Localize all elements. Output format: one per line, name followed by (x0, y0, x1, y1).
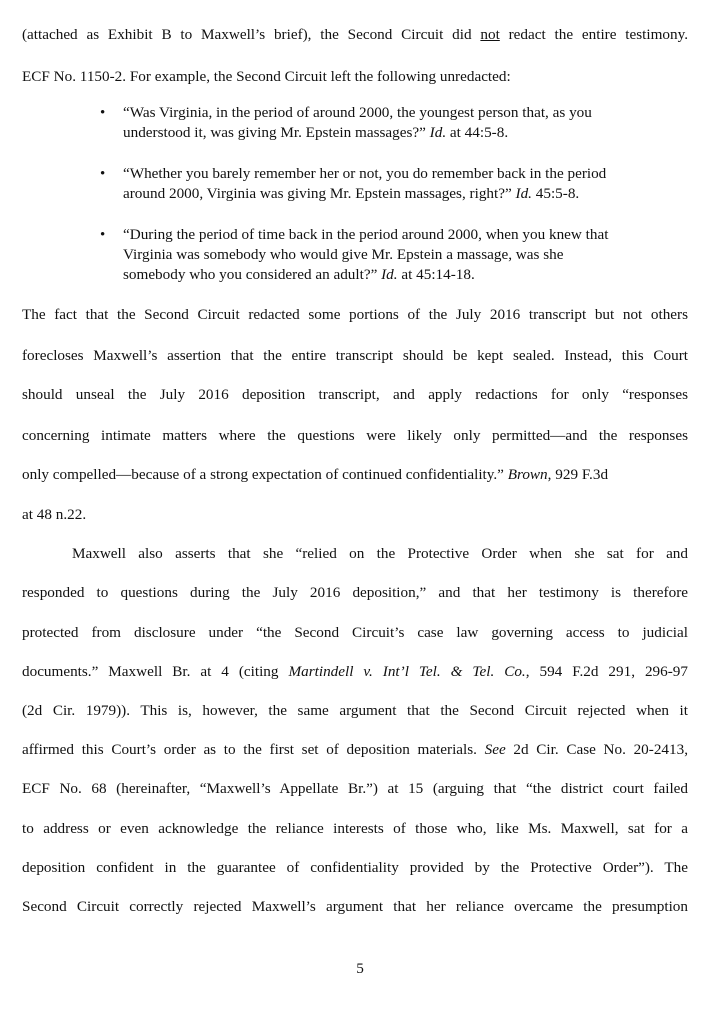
paragraph-line: ECF No. 68 (hereinafter, “Maxwell’s Appellate Br.”) at 15 (arguing that “the district court failed (22, 780, 688, 797)
paragraph-line: affirmed this Court’s order as to the first set of deposition materials. See 2d Cir. Case No. 20-2413, (22, 741, 688, 758)
paragraph-line: only compelled—because of a strong expectation of continued confidentiality.” Brown, 929 F.3d (22, 466, 609, 483)
text-line: (attached as Exhibit B to Maxwell’s brief), the Second Circuit did not redact the entire testimony. (22, 26, 688, 43)
bullet-icon: • (100, 166, 106, 182)
paragraph-line: concerning intimate matters where the questions were likely only permitted—and the responses (22, 427, 688, 444)
paragraph-line: Maxwell also asserts that she “relied on the Protective Order when she sat for and (72, 545, 688, 562)
text-line: ECF No. 1150-2. For example, the Second Circuit left the following unredacted: (22, 68, 511, 85)
paragraph-line: to address or even acknowledge the reliance interests of those who, like Ms. Maxwell, sat for a (22, 820, 688, 837)
paragraph-line: should unseal the July 2016 deposition transcript, and apply redactions for only “responses (22, 386, 688, 403)
paragraph-line: responded to questions during the July 2016 deposition,” and that her testimony is therefore (22, 584, 688, 601)
bullet-item-line: somebody who you considered an adult?” Id. at 45:14-18. (123, 266, 475, 283)
paragraph-line: Second Circuit correctly rejected Maxwell’s argument that her reliance overcame the presumption (22, 898, 688, 915)
paragraph-line: at 48 n.22. (22, 506, 87, 523)
paragraph-line: deposition confident in the guarantee of confidentiality provided by the Protective Order”). The (22, 859, 688, 876)
bullet-item-line: “During the period of time back in the period around 2000, when you knew that (123, 226, 609, 243)
paragraph-line: forecloses Maxwell’s assertion that the entire transcript should be kept sealed. Instead, this Court (22, 347, 688, 364)
paragraph-line: (2d Cir. 1979)). This is, however, the same argument that the Second Circuit rejected when it (22, 702, 688, 719)
bullet-item-line: “Was Virginia, in the period of around 2000, the youngest person that, as you (123, 104, 592, 121)
paragraph-line: protected from disclosure under “the Second Circuit’s case law governing access to judicial (22, 624, 688, 641)
bullet-item-line: Virginia was somebody who would give Mr. Epstein a massage, was she (123, 246, 564, 263)
paragraph-line: documents.” Maxwell Br. at 4 (citing Martindell v. Int’l Tel. & Tel. Co., 594 F.2d 291, 296-97 (22, 663, 688, 680)
bullet-item-line: around 2000, Virginia was giving Mr. Epstein massages, right?” Id. 45:5-8. (123, 185, 580, 202)
paragraph-line: The fact that the Second Circuit redacted some portions of the July 2016 transcript but not others (22, 306, 688, 323)
bullet-icon: • (100, 227, 106, 243)
bullet-item-line: “Whether you barely remember her or not, you do remember back in the period (123, 165, 607, 182)
bullet-icon: • (100, 105, 106, 121)
bullet-item-line: understood it, was giving Mr. Epstein massages?” Id. at 44:5-8. (123, 124, 509, 141)
page-number: 5 (356, 960, 364, 977)
